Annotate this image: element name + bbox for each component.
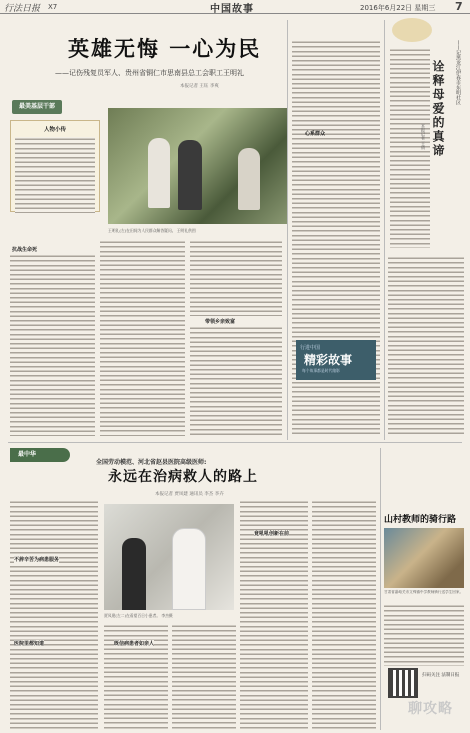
right-story-headline: 山村教师的骑行路 xyxy=(384,515,457,525)
badge-label: 最中华 xyxy=(18,451,37,458)
top-story-byline: 本报记者 王钰 李爽 xyxy=(180,84,219,89)
article-subhead: 医院里都知道 xyxy=(14,641,45,647)
mid-story-kicker: 全国劳动模范、河北省赵县医院高级医师: xyxy=(96,459,207,466)
feature-title-small: 行进中国 xyxy=(300,345,321,351)
profile-text xyxy=(15,137,95,213)
top-story-badge xyxy=(12,100,62,114)
person-figure xyxy=(148,138,170,208)
column-heading: 抗战生命死 xyxy=(12,247,38,253)
side-column-decoration xyxy=(392,18,432,42)
mid-story-byline: 本报记者 贾凤建 通讯员 李杰 李卉 xyxy=(155,492,224,497)
mid-story-badge xyxy=(10,448,70,462)
right-photo-caption: 甘肃省嘉峪关市文殊镇中学教师骑行送学生回家。 xyxy=(384,590,464,594)
top-photo-caption: 王明礼(左)在田间为人民群众解答疑问。 王明礼供图 xyxy=(108,228,196,233)
article-text xyxy=(190,240,282,316)
article-text xyxy=(10,500,98,730)
column-heading: 带领乡亲致富 xyxy=(205,319,236,325)
page-code: X7 xyxy=(48,3,58,11)
newspaper-logo: 行法日报 xyxy=(4,4,41,14)
side-column-text xyxy=(388,256,464,436)
masthead xyxy=(0,0,470,14)
column-divider xyxy=(380,448,381,730)
article-subhead: 竟吼吼创新在前 xyxy=(254,531,290,537)
badge-label: 最美基层干部 xyxy=(18,103,55,110)
issue-date: 2016年6月22日 星期三 xyxy=(360,4,436,12)
profile-box xyxy=(10,120,100,212)
mid-story-photo xyxy=(104,504,234,610)
article-subhead: 不辞辛苦为病患服务 xyxy=(14,557,60,563)
column-divider xyxy=(287,20,288,440)
person-figure xyxy=(238,148,260,210)
side-column-headline: 诠释母爱的真谛 xyxy=(431,60,445,158)
profile-title: 人物小传 xyxy=(43,127,66,133)
column-heading: 心系群众 xyxy=(305,131,326,137)
article-text xyxy=(10,254,95,436)
side-column-author: 本报记者 王倩 xyxy=(421,124,426,150)
article-subhead: 既信病患者如亲人 xyxy=(114,641,155,647)
feature-box xyxy=(296,340,376,380)
side-column-subhead: ——记黑龙江伊春市东明社区 xyxy=(455,40,461,105)
top-story-subheadline: ——记伤残复员军人、贵州省铜仁市思南县总工会职工王明礼 xyxy=(55,69,244,77)
article-text xyxy=(172,624,236,730)
article-text xyxy=(384,604,464,666)
column-divider xyxy=(384,20,385,440)
page-number: 7 xyxy=(455,0,463,13)
article-text xyxy=(312,500,376,730)
qr-caption: 扫码关注 法制日报 xyxy=(422,673,460,678)
section-title: 中国故事 xyxy=(210,4,254,15)
person-figure xyxy=(172,528,206,610)
article-text xyxy=(190,326,282,436)
watermark-text: 聊攻略 xyxy=(408,701,453,717)
person-figure xyxy=(178,140,202,210)
right-story-photo xyxy=(384,528,464,588)
qr-code[interactable] xyxy=(388,668,418,698)
top-story-headline: 英雄无悔 一心为民 xyxy=(68,36,262,61)
article-text xyxy=(100,240,185,436)
mid-story-headline: 永远在治病救人的路上 xyxy=(108,469,258,485)
feature-title-large: 精彩故事 xyxy=(304,353,353,367)
section-divider xyxy=(8,442,462,443)
mid-photo-caption: 贾凤建(左二)在看望百日小患者。 李杰摄 xyxy=(104,613,173,618)
top-story-photo xyxy=(108,108,288,224)
person-figure xyxy=(122,538,146,610)
feature-subtitle: 每个故事都是时代缩影 xyxy=(302,368,340,373)
